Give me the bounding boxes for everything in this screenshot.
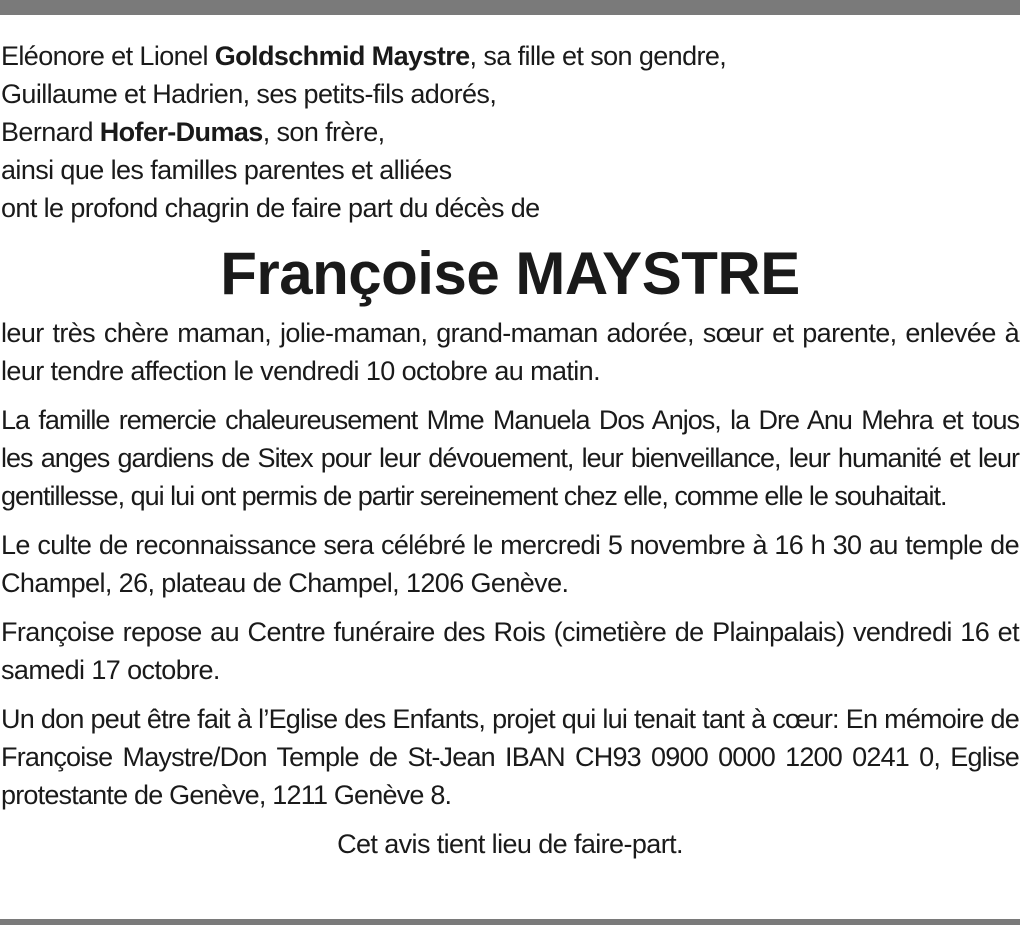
obituary-notice [1,37,1019,863]
announcers-block [1,37,1019,227]
bottom-border [0,919,1020,925]
family-name-hofer: Hofer-Dumas [99,117,263,147]
announcer-line-brother: Bernard Hofer-Dumas, son frère, [1,117,385,147]
top-border [0,0,1020,15]
announcer-line-families: ainsi que les familles parentes et alliées [1,155,452,185]
closing-line: Cet avis tient lieu de faire-part. [337,829,683,859]
announcer-line-grandsons: Guillaume et Hadrien, ses petits-fils adorés, [1,79,497,109]
donation-paragraph: Un don peut être fait à l’Eglise des Enfants, projet qui lui tenait tant à cœur: En mémoire de Françoise Maystre/Don Temple de St-Jean IBAN CH93 0900 0000 1200 0241 0, Eglise protestante de Genève, 1211 Genève 8. [1,704,1019,810]
thanks-paragraph: La famille remercie chaleureusement Mme Manuela Dos Anjos, la Dre Anu Mehra et tous les anges gardiens de Sitex pour leur dévouement, leur bienveillance, leur humanité et leur gentillesse, qui lui ont permis de partir sereinement chez elle, comme elle le souhaitait. [1,405,1019,511]
description-paragraph: leur très chère maman, jolie-maman, grand-maman adorée, sœur et parente, enlevée à leur tendre affection le vendredi 10 octobre au matin. [1,318,1019,386]
announcer-line-daughter: Eléonore et Lionel Goldschmid Maystre, sa fille et son gendre, [1,41,727,71]
repose-paragraph: Françoise repose au Centre funéraire des Rois (cimetière de Plainpalais) vendredi 16 et samedi 17 octobre. [1,617,1019,685]
deceased-name: Françoise MAYSTRE [220,240,800,307]
service-paragraph: Le culte de reconnaissance sera célébré le mercredi 5 novembre à 16 h 30 au temple de Champel, 26, plateau de Champel, 1206 Genève. [1,530,1019,598]
announcer-line-chagrin: ont le profond chagrin de faire part du décès de [1,193,540,223]
family-name-goldschmid: Goldschmid Maystre [214,41,470,71]
